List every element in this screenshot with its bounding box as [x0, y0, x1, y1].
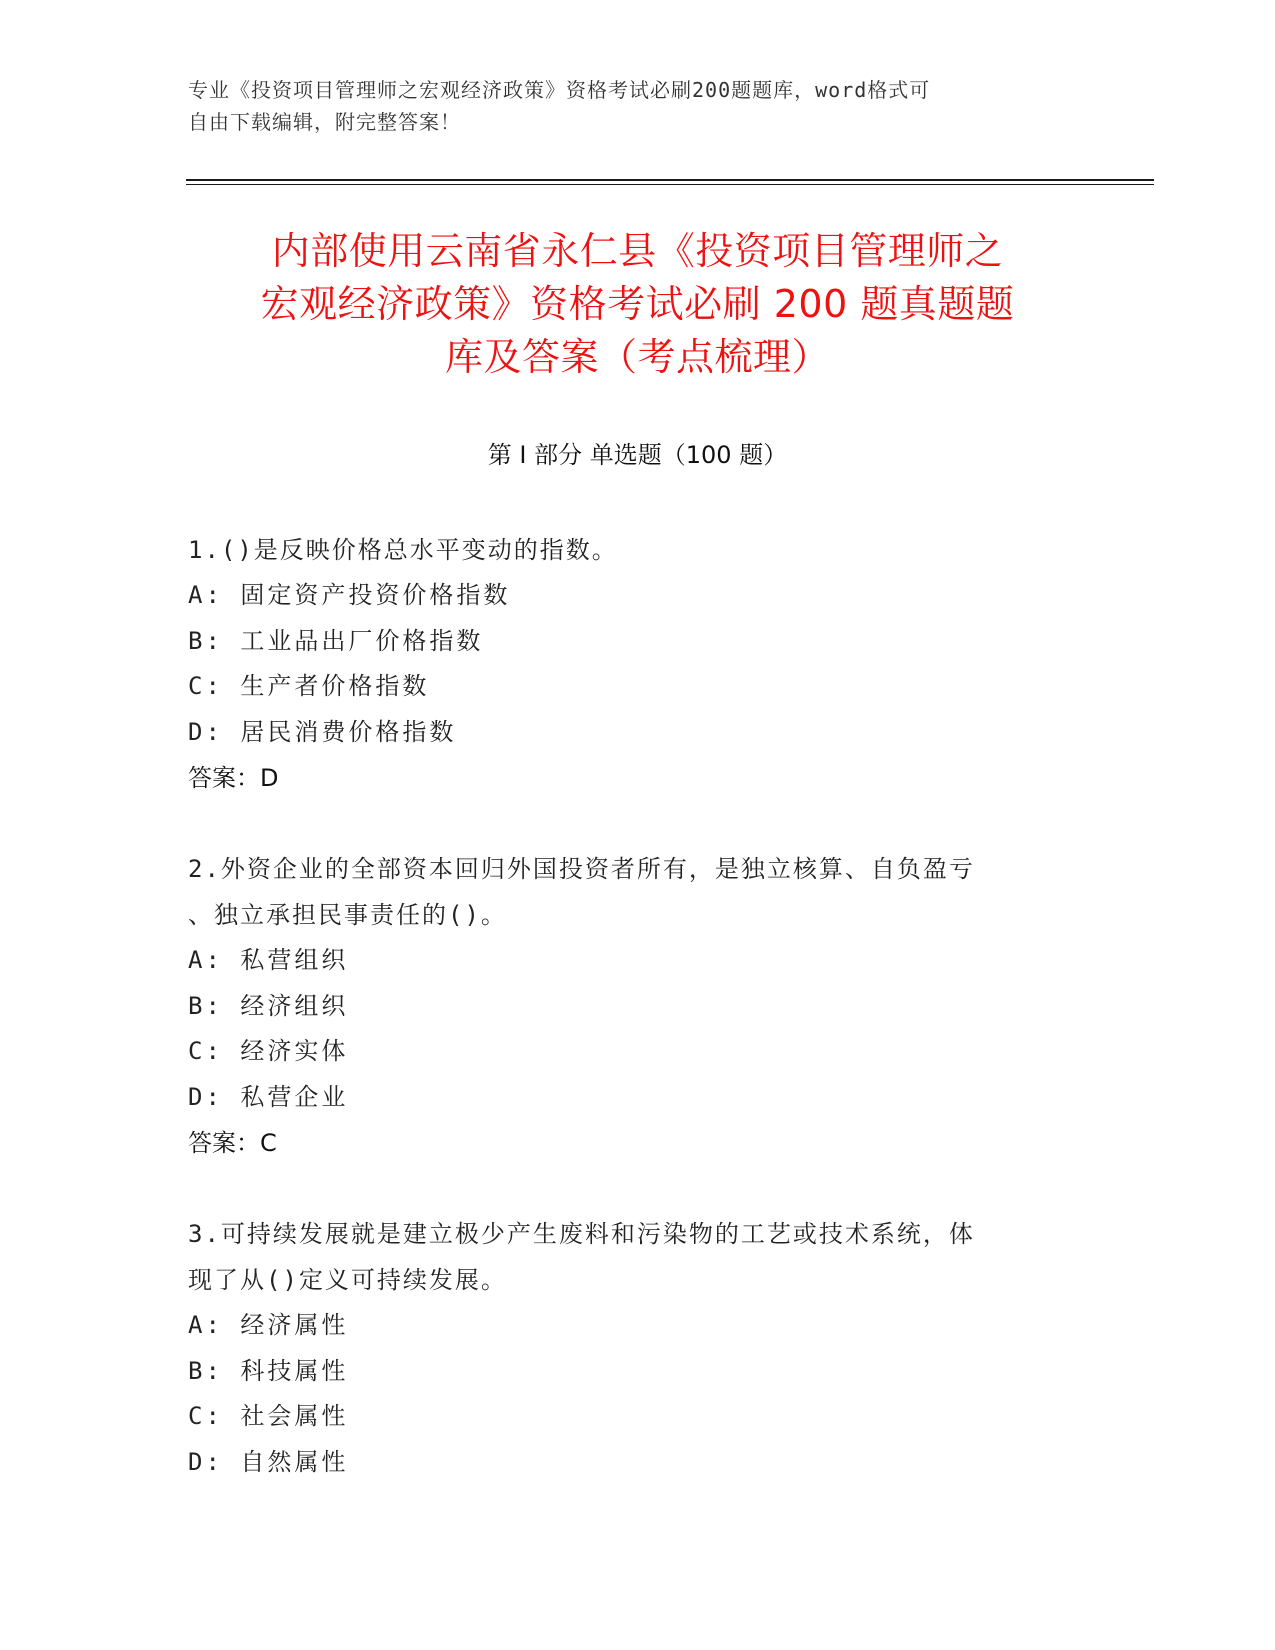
document-title-line: 宏观经济政策》资格考试必刷 200 题真题题 — [260, 282, 1015, 326]
option-c: C: 社会属性 — [188, 1402, 349, 1430]
section-title: 第 I 部分 单选题（100 题） — [487, 441, 788, 469]
option-b: B: 科技属性 — [188, 1356, 349, 1385]
option-c: C: 经济实体 — [188, 1037, 349, 1065]
document-title-line: 库及答案（考点梳理） — [444, 335, 830, 379]
header-divider-thick — [186, 179, 1154, 181]
header-divider-thin — [186, 184, 1154, 185]
question-list — [188, 527, 1068, 1530]
option-a: A: 经济属性 — [188, 1311, 349, 1339]
question-stem-continued: 现了从()定义可持续发展。 — [188, 1266, 507, 1294]
header-note-line: 自由下载编辑，附完整答案！ — [188, 110, 461, 134]
document-title — [150, 225, 1125, 384]
option-b: B: 经济组织 — [188, 991, 349, 1020]
option-b: B: 工业品出厂价格指数 — [188, 626, 484, 655]
question-stem: 1.()是反映价格总水平变动的指数。 — [188, 536, 618, 564]
header-note-line: 专业《投资项目管理师之宏观经济政策》资格考试必刷200题题库，word格式可 — [188, 78, 931, 102]
question-item — [188, 846, 1068, 1166]
option-c: C: 生产者价格指数 — [188, 672, 430, 700]
answer-text: 答案：D — [188, 764, 279, 792]
option-a: A: 私营组织 — [188, 946, 349, 974]
question-stem-continued: 、独立承担民事责任的()。 — [188, 901, 507, 929]
question-stem: 3.可持续发展就是建立极少产生废料和污染物的工艺或技术系统，体 — [188, 1220, 975, 1248]
answer-text: 答案：C — [188, 1129, 277, 1157]
option-d: D: 自然属性 — [188, 1447, 349, 1476]
question-item — [188, 1211, 1068, 1485]
option-d: D: 居民消费价格指数 — [188, 717, 457, 746]
option-d: D: 私营企业 — [188, 1082, 349, 1111]
document-title-line: 内部使用云南省永仁县《投资项目管理师之 — [271, 229, 1004, 273]
document-header-note — [188, 74, 1088, 138]
option-a: A: 固定资产投资价格指数 — [188, 581, 511, 609]
question-item — [188, 527, 1068, 801]
question-stem: 2.外资企业的全部资本回归外国投资者所有，是独立核算、自负盈亏 — [188, 855, 975, 883]
